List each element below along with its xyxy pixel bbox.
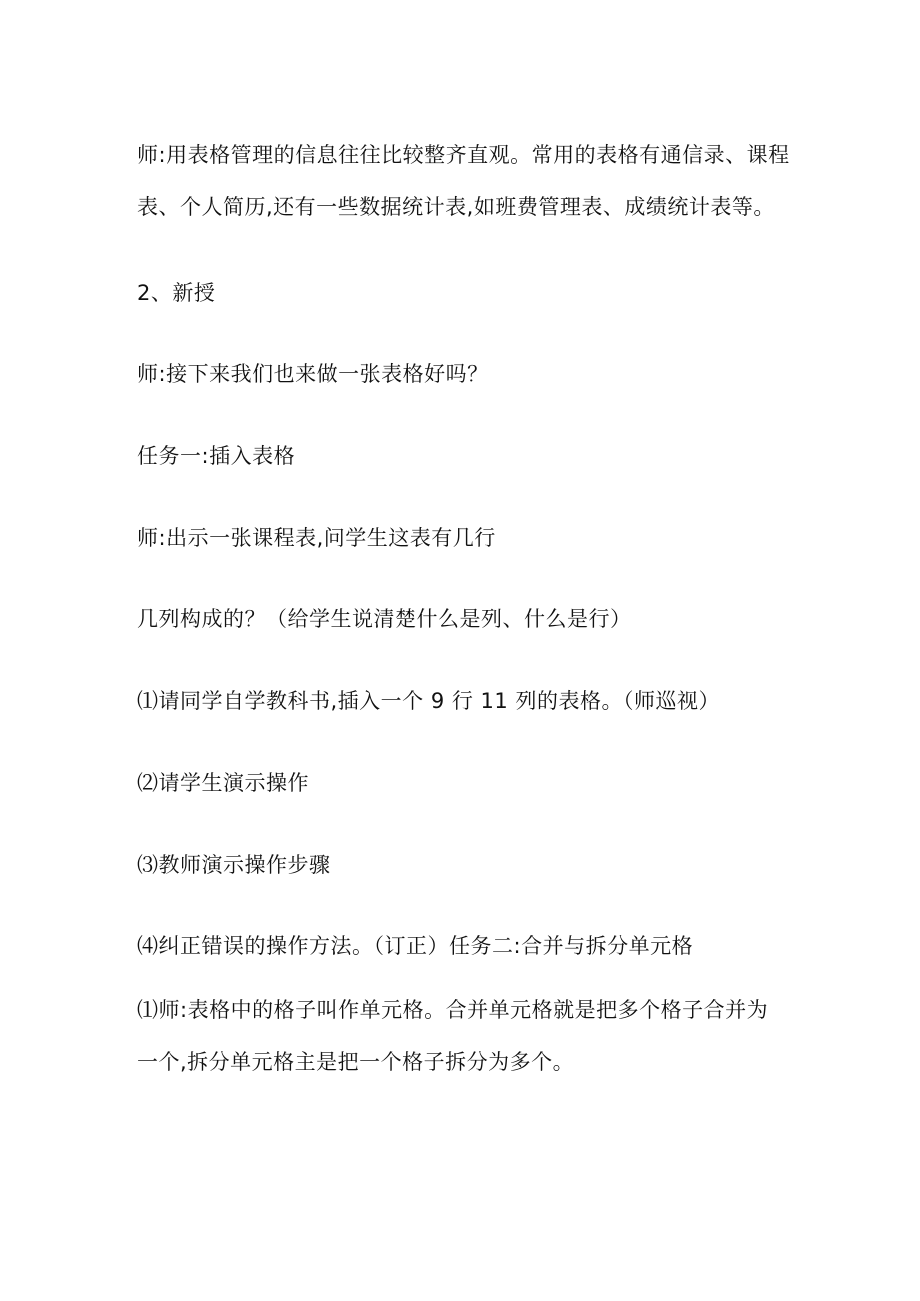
text-line: ⑷纠正错误的操作方法。（订正）任务二:合并与拆分单元格 <box>137 934 694 958</box>
step-3-teacher-demo <box>137 839 787 891</box>
paragraph-teacher-question <box>137 348 787 400</box>
text-line: ⑵请学生演示操作 <box>137 771 309 795</box>
text-line: 2、新授 <box>137 281 216 305</box>
text-line: 师:接下来我们也来做一张表格好吗？ <box>137 362 489 386</box>
text-line: ⑴师:表格中的格子叫作单元格。合并单元格就是把多个格子合并为 <box>137 998 769 1022</box>
paragraph-intro <box>137 129 790 233</box>
text-line: 师:用表格管理的信息往往比较整齐直观。常用的表格有通信录、课程 <box>137 143 790 167</box>
task-one-heading <box>137 430 787 482</box>
paragraph-show-timetable <box>137 512 787 564</box>
section-heading-new-lesson <box>137 267 787 319</box>
text-line: 任务一:插入表格 <box>137 444 296 468</box>
step-1-insert-table <box>137 675 787 727</box>
paragraph-rows-columns <box>137 593 787 645</box>
text-line: ⑴请同学自学教科书,插入一个 9 行 11 列的表格。（师巡视） <box>137 689 720 713</box>
paragraph-merge-split-cells <box>137 984 787 1088</box>
text-line: 师:出示一张课程表,问学生这表有几行 <box>137 526 496 550</box>
text-line: 几列构成的？（给学生说清楚什么是列、什么是行） <box>137 607 632 631</box>
text-line: 一个,拆分单元格主是把一个格子拆分为多个。 <box>137 1050 575 1074</box>
text-line: 表、个人简历,还有一些数据统计表,如班费管理表、成绩统计表等。 <box>137 195 775 219</box>
text-line: ⑶教师演示操作步骤 <box>137 853 331 877</box>
step-2-student-demo <box>137 757 787 809</box>
step-4-correct-errors <box>137 920 787 972</box>
